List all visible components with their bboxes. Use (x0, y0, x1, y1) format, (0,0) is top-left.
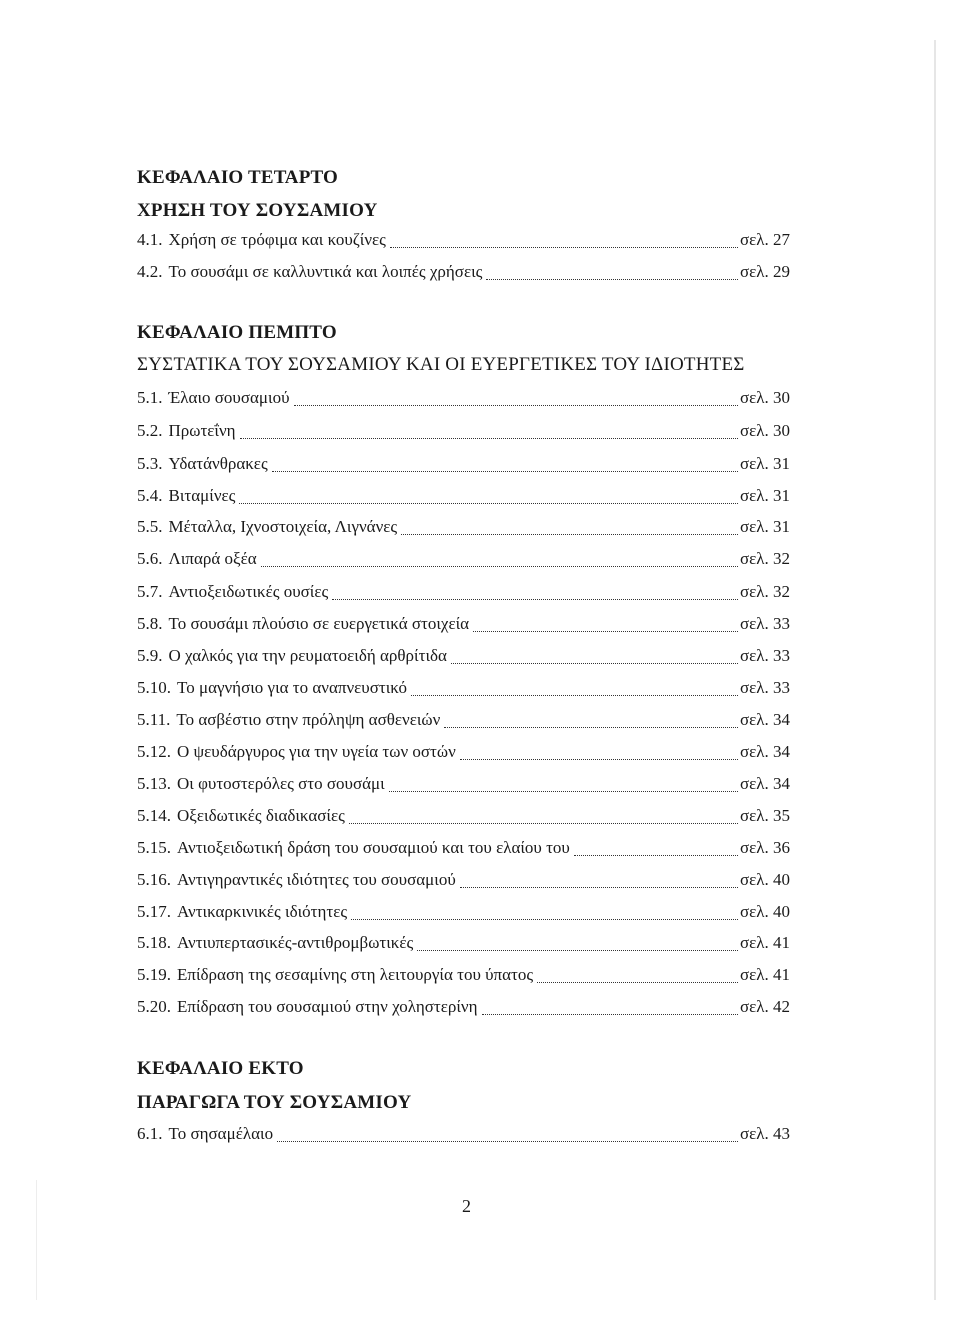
toc-entry (137, 262, 790, 286)
toc-entry-page: σελ. 34 (739, 742, 790, 761)
toc-entry-title: Αντικαρκινικές ιδιότητες (177, 902, 348, 921)
toc-entry-number: 5.15. (137, 838, 171, 857)
toc-leader-dots (332, 598, 738, 600)
toc-entry-title: Το μαγνήσιο για το αναπνευστικό (177, 678, 407, 697)
toc-entry-title: Αντιοξειδωτική δράση του σουσαμιού και του ελαίου του (177, 838, 570, 857)
toc-entry-page: σελ. 31 (739, 517, 790, 536)
toc-entry-title: Αντιοξειδωτικές ουσίες (168, 582, 329, 601)
toc-entry-page: σελ. 33 (739, 678, 790, 697)
scan-edge (934, 40, 936, 1300)
toc-entry-page: σελ. 31 (739, 454, 790, 473)
toc-entry-number: 5.9. (137, 646, 163, 665)
toc-entry-number: 5.18. (137, 933, 171, 952)
toc-entry-number: 4.1. (137, 230, 163, 249)
scan-edge-mark (36, 1180, 37, 1300)
toc-entry-number: 5.6. (137, 549, 163, 568)
toc-entry-page: σελ. 30 (739, 421, 790, 440)
toc-entry-page: σελ. 32 (739, 549, 790, 568)
page-number: 2 (462, 1196, 471, 1216)
toc-entry-title: Επίδραση της σεσαμίνης στη λειτουργία του ύπατος (177, 965, 534, 984)
toc-entry-number: 5.13. (137, 774, 171, 793)
toc-entry-page: σελ. 27 (739, 230, 790, 249)
toc-entry-number: 5.2. (137, 421, 163, 440)
toc-entry-number: 5.3. (137, 454, 163, 473)
toc-entry-page: σελ. 30 (739, 388, 790, 407)
chapter-subheading: ΠΑΡΑΓΩΓΑ ΤΟΥ ΣΟΥΣΑΜΙΟΥ (137, 1092, 412, 1113)
toc-entry (137, 902, 790, 926)
toc-entry-title: Το ασβέστιο στην πρόληψη ασθενειών (176, 710, 441, 729)
toc-entry-number: 5.12. (137, 742, 171, 761)
toc-entry (137, 230, 790, 254)
toc-entry-title: Ο χαλκός για την ρευματοειδή αρθρίτιδα (168, 646, 447, 665)
toc-entry-page: σελ. 31 (739, 486, 790, 505)
toc-entry-number: 6.1. (137, 1124, 163, 1143)
toc-entry (137, 454, 790, 478)
toc-entry-number: 4.2. (137, 262, 163, 281)
toc-leader-dots (411, 694, 738, 696)
toc-entry-title: Βιταμίνες (168, 486, 236, 505)
toc-entry-page: σελ. 43 (739, 1124, 790, 1143)
toc-entry (137, 1124, 790, 1148)
toc-leader-dots (401, 533, 738, 535)
toc-entry-title: Υδατάνθρακες (168, 454, 268, 473)
toc-entry (137, 870, 790, 894)
toc-entry (137, 997, 790, 1021)
toc-leader-dots (294, 404, 738, 406)
toc-entry-number: 5.17. (137, 902, 171, 921)
toc-entry-page: σελ. 36 (739, 838, 790, 857)
toc-entry-page: σελ. 33 (739, 646, 790, 665)
toc-entry-page: σελ. 41 (739, 933, 790, 952)
toc-entry-title: Αντιγηραντικές ιδιότητες του σουσαμιού (177, 870, 456, 889)
toc-leader-dots (460, 886, 738, 888)
toc-leader-dots (277, 1140, 738, 1142)
toc-entry-number: 5.16. (137, 870, 171, 889)
toc-entry-number: 5.5. (137, 517, 163, 536)
toc-entry-title: Το σουσάμι σε καλλυντικά και λοιπές χρήσεις (168, 262, 483, 281)
toc-leader-dots (240, 437, 738, 439)
toc-entry-page: σελ. 34 (739, 710, 790, 729)
toc-entry-number: 5.8. (137, 614, 163, 633)
chapter-subheading: ΧΡΗΣΗ ΤΟΥ ΣΟΥΣΑΜΙΟΥ (137, 200, 378, 221)
toc-entry (137, 965, 790, 989)
toc-leader-dots (473, 630, 738, 632)
chapter-heading: ΚΕΦΑΛΑΙΟ ΠΕΜΠΤΟ (137, 322, 337, 343)
toc-entry-title: Ο ψευδάργυρος για την υγεία των οστών (177, 742, 456, 761)
toc-entry (137, 486, 790, 510)
toc-leader-dots (417, 949, 738, 951)
toc-leader-dots (537, 981, 738, 983)
toc-entry-page: σελ. 29 (739, 262, 790, 281)
toc-entry (137, 838, 790, 862)
toc-leader-dots (351, 918, 738, 920)
toc-leader-dots (574, 854, 738, 856)
toc-entry-page: σελ. 32 (739, 582, 790, 601)
toc-entry (137, 388, 790, 412)
toc-entry-number: 5.11. (137, 710, 171, 729)
toc-leader-dots (486, 278, 738, 280)
toc-entry (137, 614, 790, 638)
chapter-heading: ΚΕΦΑΛΑΙΟ ΤΕΤΑΡΤΟ (137, 167, 339, 188)
toc-leader-dots (444, 726, 738, 728)
toc-entry-title: Επίδραση του σουσαμιού στην χοληστερίνη (177, 997, 478, 1016)
toc-entry-title: Οι φυτοστερόλες στο σουσάμι (177, 774, 385, 793)
toc-entry-number: 5.20. (137, 997, 171, 1016)
toc-entry-number: 5.19. (137, 965, 171, 984)
toc-entry (137, 774, 790, 798)
toc-entry-title: Οξειδωτικές διαδικασίες (177, 806, 345, 825)
toc-entry-title: Χρήση σε τρόφιμα και κουζίνες (168, 230, 386, 249)
toc-entry-page: σελ. 40 (739, 870, 790, 889)
toc-leader-dots (390, 246, 738, 248)
chapter-heading: ΚΕΦΑΛΑΙΟ ΕΚΤΟ (137, 1058, 304, 1079)
toc-entry (137, 582, 790, 606)
toc-entry-title: Το σησαμέλαιο (168, 1124, 274, 1143)
toc-leader-dots (272, 470, 738, 472)
toc-entry (137, 549, 790, 573)
toc-entry-number: 5.7. (137, 582, 163, 601)
toc-entry-number: 5.1. (137, 388, 163, 407)
toc-entry-number: 5.14. (137, 806, 171, 825)
toc-leader-dots (451, 662, 738, 664)
toc-entry (137, 646, 790, 670)
toc-entry-title: Αντιυπερτασικές-αντιθρομβωτικές (177, 933, 414, 952)
toc-entry-page: σελ. 35 (739, 806, 790, 825)
toc-leader-dots (482, 1013, 738, 1015)
toc-entry-title: Πρωτεΐνη (168, 421, 236, 440)
toc-entry-page: σελ. 42 (739, 997, 790, 1016)
toc-entry-number: 5.10. (137, 678, 171, 697)
toc-leader-dots (349, 822, 738, 824)
toc-entry-page: σελ. 33 (739, 614, 790, 633)
toc-leader-dots (239, 502, 738, 504)
chapter-subheading: ΣΥΣΤΑΤΙΚΑ ΤΟΥ ΣΟΥΣΑΜΙΟΥ ΚΑΙ ΟΙ ΕΥΕΡΓΕΤΙΚΕΣ ΤΟΥ ΙΔΙΟΤΗΤΕΣ (137, 354, 745, 375)
toc-entry (137, 517, 790, 541)
toc-entry-title: Το σουσάμι πλούσιο σε ευεργετικά στοιχεία (168, 614, 470, 633)
toc-leader-dots (261, 565, 738, 567)
toc-entry-title: Λιπαρά οξέα (168, 549, 257, 568)
toc-entry (137, 806, 790, 830)
toc-entry-page: σελ. 40 (739, 902, 790, 921)
toc-entry-title: Έλαιο σουσαμιού (168, 388, 290, 407)
toc-entry-page: σελ. 34 (739, 774, 790, 793)
toc-entry (137, 421, 790, 445)
toc-entry (137, 678, 790, 702)
toc-entry (137, 933, 790, 957)
toc-entry-title: Μέταλλα, Ιχνοστοιχεία, Λιγνάνες (168, 517, 398, 536)
toc-leader-dots (389, 790, 738, 792)
toc-entry (137, 710, 790, 734)
toc-entry-page: σελ. 41 (739, 965, 790, 984)
toc-entry-number: 5.4. (137, 486, 163, 505)
toc-leader-dots (460, 758, 738, 760)
toc-entry (137, 742, 790, 766)
